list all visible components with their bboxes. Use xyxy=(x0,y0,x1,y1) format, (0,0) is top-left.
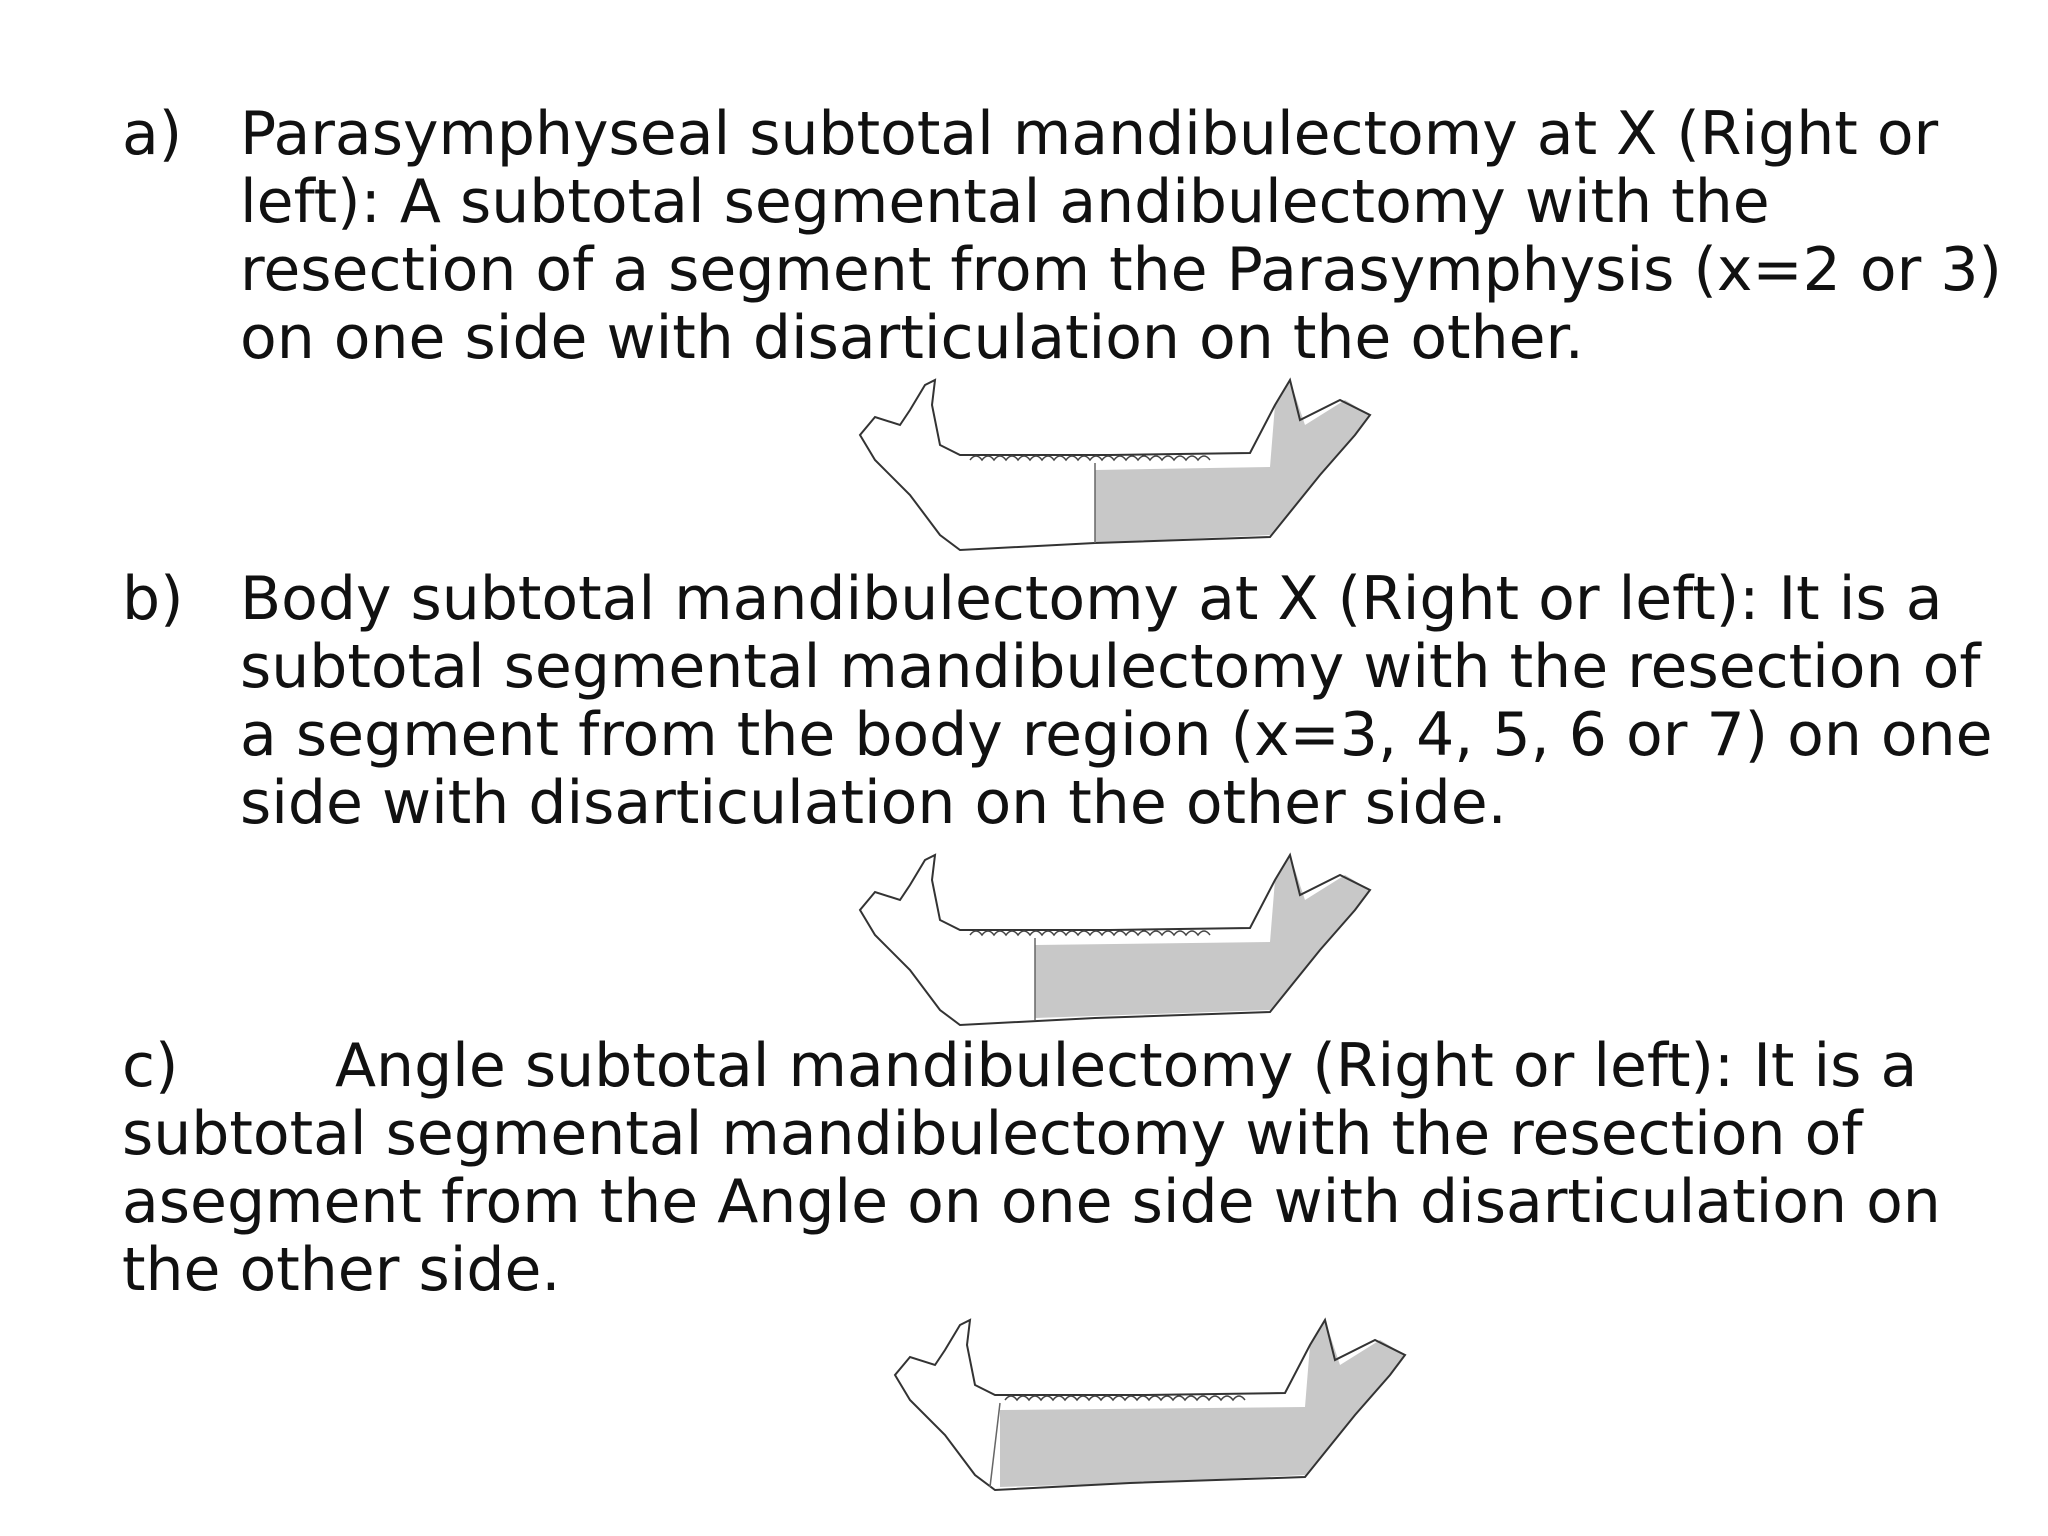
mandible-diagram-parasymphyseal xyxy=(850,375,1430,555)
resected-region-c xyxy=(1000,1320,1405,1487)
list-text-a: Parasymphyseal subtotal mandibulectomy at X (Right or left): A subtotal segmental andibulectomy with the resection of a segment from the Parasymphysis (x=2 or 3) on one side with disarticulation on the other. xyxy=(240,99,2002,373)
mandible-diagram-body xyxy=(850,850,1430,1030)
list-item-b xyxy=(122,565,2002,837)
list-marker-a: a) xyxy=(122,99,183,169)
mandible-svg-c xyxy=(885,1315,1465,1495)
list-item-c xyxy=(122,1032,2002,1304)
mandible-svg-b xyxy=(850,850,1430,1030)
list-marker-c: c) xyxy=(122,1031,179,1101)
mandible-diagram-angle xyxy=(885,1315,1465,1495)
teeth-row-c xyxy=(1005,1396,1245,1400)
resection-line-c xyxy=(990,1403,1000,1487)
list-text-c: Angle subtotal mandibulectomy (Right or left): It is a subtotal segmental mandibulectomy with the resection of asegment from the Angle on one side with disarticulation on the other side. xyxy=(122,1031,1941,1305)
list-text-b: Body subtotal mandibulectomy at X (Right or left): It is a subtotal segmental mandibulectomy with the resection of a segment from the body region (x=3, 4, 5, 6 or 7) on one side with disarticulation on the other side. xyxy=(240,564,1993,838)
resected-region-a xyxy=(1095,380,1370,543)
list-marker-b: b) xyxy=(122,564,184,634)
teeth-row-b xyxy=(970,931,1210,935)
list-item-a xyxy=(122,100,2002,372)
mandible-svg-a xyxy=(850,375,1430,555)
teeth-row-a xyxy=(970,456,1210,460)
resected-region-b xyxy=(1035,855,1370,1018)
